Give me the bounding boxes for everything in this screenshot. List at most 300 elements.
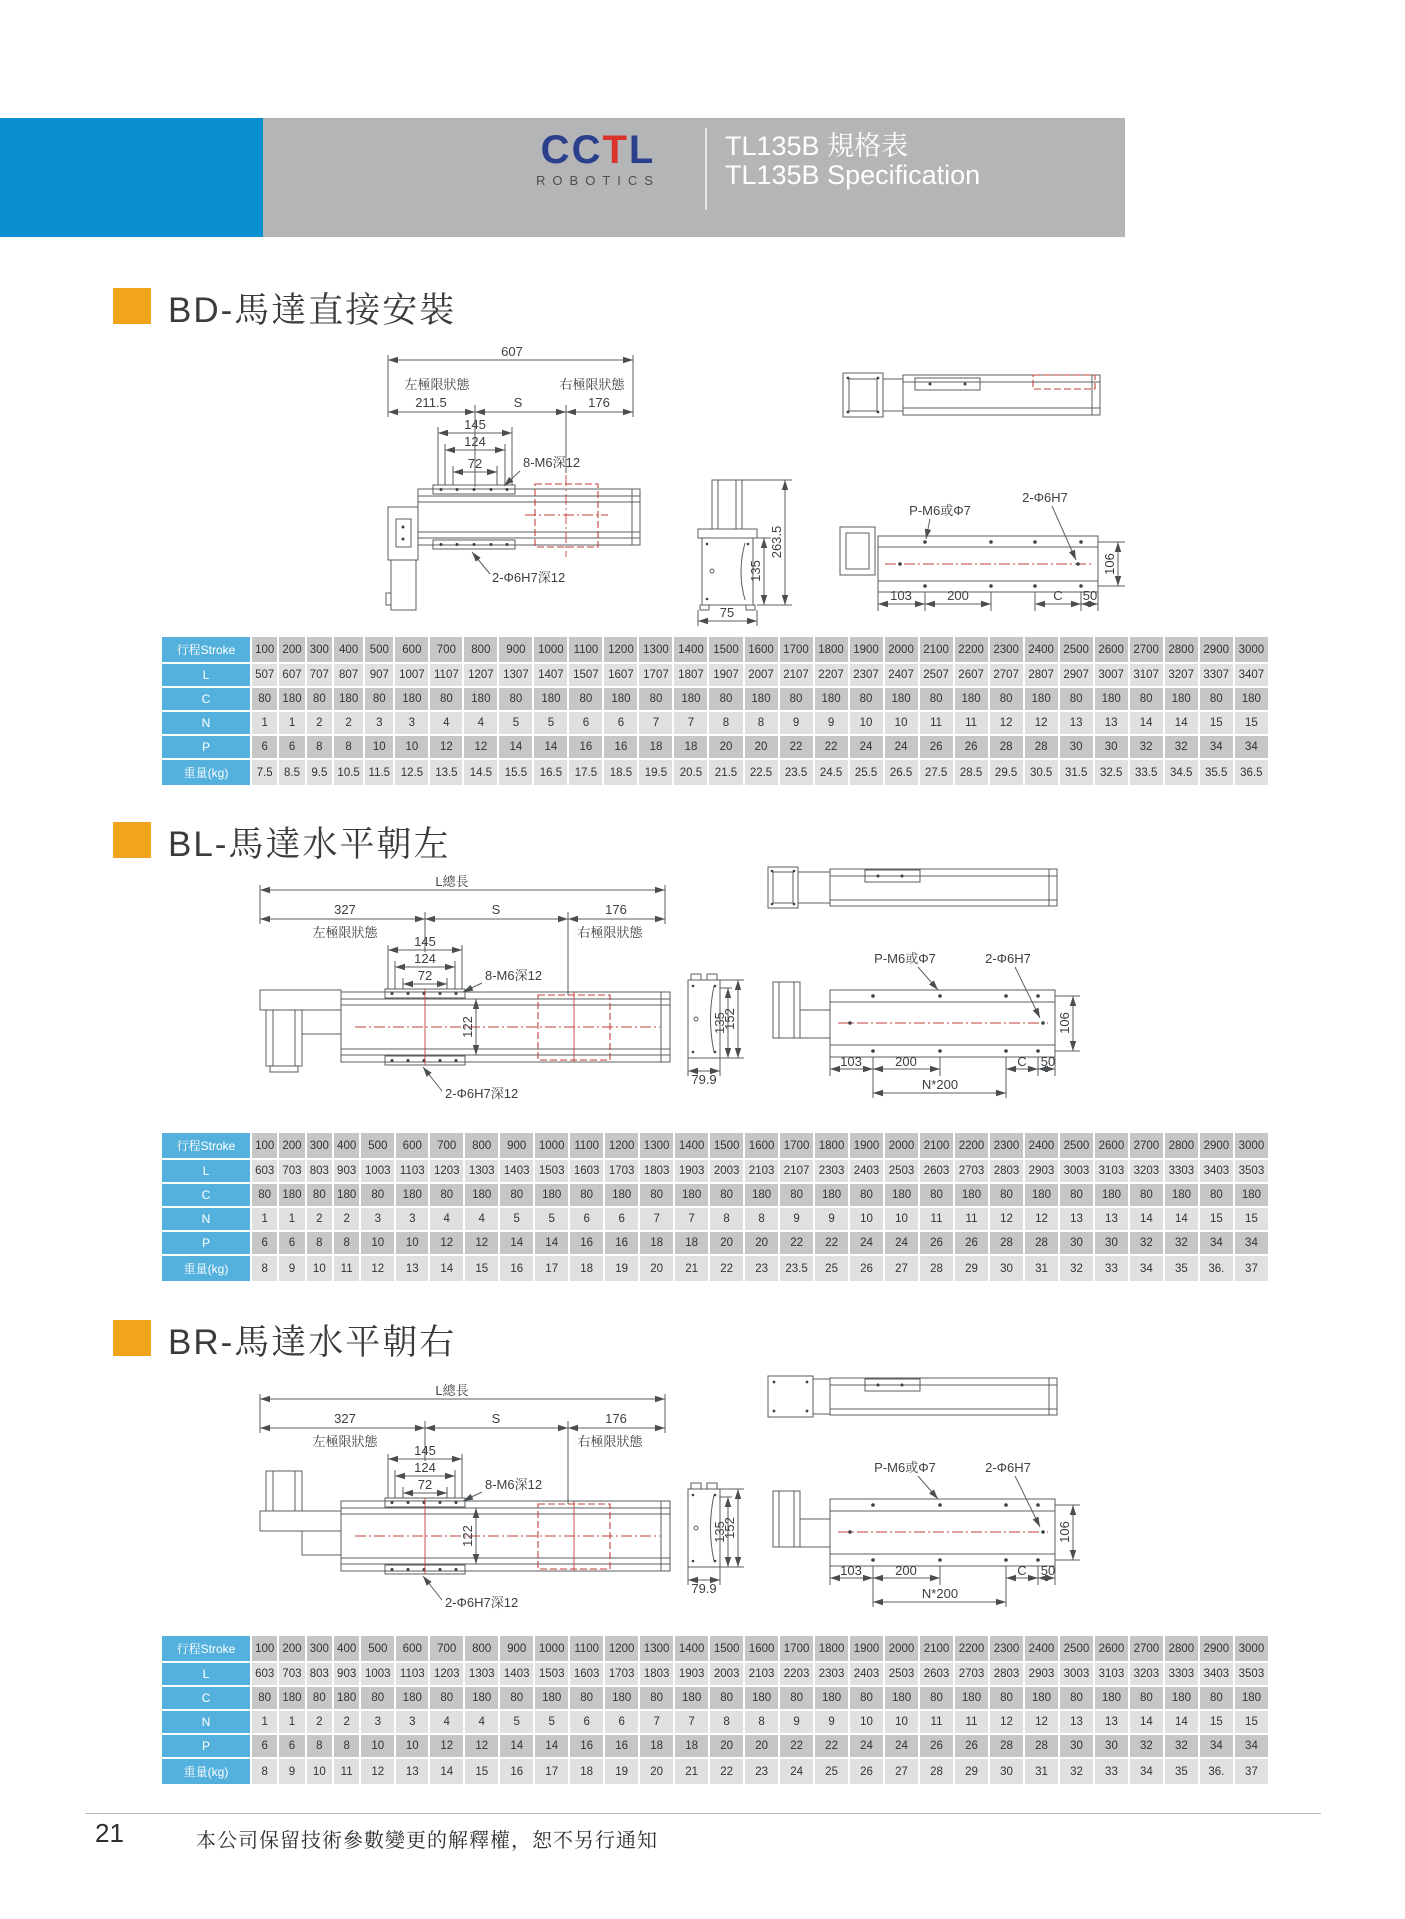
table-cell: 11 bbox=[955, 1711, 988, 1733]
row-label: L bbox=[162, 1160, 250, 1182]
table-cell: 3007 bbox=[1095, 664, 1128, 686]
table-cell: 80 bbox=[850, 1687, 883, 1709]
table-cell: 180 bbox=[395, 688, 428, 710]
table-row bbox=[162, 1735, 1268, 1757]
table-cell: 4 bbox=[430, 1208, 463, 1230]
table-cell: 10 bbox=[850, 712, 883, 734]
table-cell: 17 bbox=[535, 1759, 568, 1784]
dim-label: 124 bbox=[414, 951, 436, 966]
table-cell: 100 bbox=[252, 637, 277, 662]
table-cell: 25 bbox=[815, 1759, 848, 1784]
row-label: L bbox=[162, 664, 250, 686]
table-cell: 15 bbox=[465, 1256, 498, 1281]
table-cell: 7 bbox=[639, 712, 672, 734]
table-cell: 180 bbox=[396, 1687, 428, 1709]
table-cell: 1303 bbox=[465, 1663, 498, 1685]
table-cell: 14 bbox=[1130, 712, 1163, 734]
table-cell: 11 bbox=[955, 1208, 988, 1230]
table-cell: 180 bbox=[1235, 688, 1268, 710]
table-cell: 12 bbox=[430, 1232, 463, 1254]
header-gray-bar bbox=[263, 118, 1125, 237]
table-cell: 22 bbox=[710, 1759, 743, 1784]
table-cell: 8 bbox=[710, 1208, 743, 1230]
row-label: 行程Stroke bbox=[162, 1133, 250, 1158]
table-cell: 30 bbox=[1060, 1735, 1093, 1757]
table-cell: 14 bbox=[534, 736, 567, 758]
table-row bbox=[162, 1184, 1268, 1206]
table-cell: 2203 bbox=[780, 1663, 813, 1685]
table-cell: 13 bbox=[396, 1759, 428, 1784]
table-cell: 3 bbox=[361, 1711, 394, 1733]
table-cell: 32 bbox=[1060, 1256, 1093, 1281]
table-cell: 2200 bbox=[955, 637, 988, 662]
table-row bbox=[162, 1663, 1268, 1685]
table-cell: 80 bbox=[710, 1687, 743, 1709]
br-end-view bbox=[688, 1483, 744, 1596]
section-title-bd: BD-馬達直接安裝 bbox=[168, 291, 457, 330]
table-cell: 7 bbox=[640, 1208, 673, 1230]
table-cell: 180 bbox=[1025, 1184, 1058, 1206]
bl-end-view bbox=[688, 974, 744, 1087]
table-cell: 2703 bbox=[955, 1160, 988, 1182]
table-cell: 15 bbox=[1200, 712, 1233, 734]
table-cell: 300 bbox=[307, 1133, 332, 1158]
table-cell: 80 bbox=[430, 1184, 463, 1206]
table-cell: 29 bbox=[955, 1759, 988, 1784]
table-cell: 180 bbox=[674, 688, 707, 710]
dim-label: 72 bbox=[417, 968, 433, 983]
table-cell: 2003 bbox=[710, 1160, 743, 1182]
dim-label: 50 bbox=[1082, 588, 1098, 603]
table-cell: 25.5 bbox=[850, 760, 883, 785]
table-cell: 180 bbox=[955, 1184, 988, 1206]
table-cell: 35 bbox=[1165, 1256, 1198, 1281]
table-cell: 200 bbox=[279, 1133, 304, 1158]
table-cell: 13 bbox=[1060, 1208, 1093, 1230]
dim-label: 327 bbox=[334, 1411, 356, 1426]
table-cell: 180 bbox=[464, 688, 497, 710]
table-cell: 903 bbox=[334, 1160, 359, 1182]
table-cell: 1800 bbox=[815, 637, 848, 662]
table-cell: 907 bbox=[365, 664, 393, 686]
table-cell: 26 bbox=[920, 736, 953, 758]
table-cell: 14 bbox=[499, 736, 532, 758]
table-cell: 80 bbox=[500, 1184, 533, 1206]
table-cell: 33.5 bbox=[1130, 760, 1163, 785]
table-cell: 2207 bbox=[815, 664, 848, 686]
table-cell: 80 bbox=[1200, 1184, 1233, 1206]
table-cell: 180 bbox=[396, 1184, 428, 1206]
table-cell: 6 bbox=[252, 736, 277, 758]
table-cell: 2100 bbox=[920, 1636, 953, 1661]
table-cell: 80 bbox=[780, 688, 813, 710]
hole-callout: P-M6或Φ7 bbox=[909, 503, 971, 518]
table-cell: 1707 bbox=[639, 664, 672, 686]
table-cell: 27 bbox=[885, 1256, 918, 1281]
row-label: 重量(kg) bbox=[162, 760, 250, 785]
table-cell: 22 bbox=[815, 1232, 848, 1254]
table-cell: 1 bbox=[279, 1208, 304, 1230]
table-cell: 2 bbox=[307, 1208, 332, 1230]
table-cell: 13 bbox=[1095, 712, 1128, 734]
table-cell: 180 bbox=[675, 1687, 708, 1709]
table-cell: 13 bbox=[1095, 1711, 1128, 1733]
table-cell: 5 bbox=[535, 1208, 568, 1230]
table-cell: 3203 bbox=[1130, 1663, 1163, 1685]
dim-label: 145 bbox=[464, 417, 486, 432]
table-cell: 3107 bbox=[1130, 664, 1163, 686]
table-cell: 80 bbox=[850, 1184, 883, 1206]
table-cell: 1203 bbox=[430, 1160, 463, 1182]
table-cell: 1 bbox=[252, 1208, 277, 1230]
table-cell: 180 bbox=[279, 1687, 304, 1709]
table-cell: 9 bbox=[279, 1256, 304, 1281]
table-cell: 11 bbox=[920, 712, 953, 734]
dim-label: 211.5 bbox=[415, 395, 447, 410]
table-cell: 15 bbox=[1235, 1711, 1268, 1733]
table-cell: 7 bbox=[674, 712, 707, 734]
table-cell: 2903 bbox=[1025, 1160, 1058, 1182]
table-cell: 8 bbox=[307, 1735, 332, 1757]
table-cell: 2600 bbox=[1095, 637, 1128, 662]
table-cell: 12 bbox=[990, 712, 1023, 734]
table-cell: 10 bbox=[361, 1735, 394, 1757]
limit-label: 右極限狀態 bbox=[577, 1434, 643, 1449]
dim-label: 72 bbox=[467, 456, 483, 471]
table-cell: 180 bbox=[815, 688, 848, 710]
table-cell: 3103 bbox=[1095, 1160, 1128, 1182]
table-cell: 3203 bbox=[1130, 1160, 1163, 1182]
logo-subtext: ROBOTICS bbox=[536, 173, 660, 188]
table-cell: 14.5 bbox=[464, 760, 497, 785]
table-cell: 1503 bbox=[535, 1160, 568, 1182]
table-cell: 80 bbox=[639, 688, 672, 710]
table-cell: 3000 bbox=[1235, 637, 1268, 662]
table-cell: 4 bbox=[430, 712, 462, 734]
table-cell: 180 bbox=[885, 688, 918, 710]
table-cell: 33 bbox=[1095, 1759, 1128, 1784]
table-cell: 80 bbox=[1200, 1687, 1233, 1709]
table-cell: 180 bbox=[885, 1184, 918, 1206]
hole-callout: 2-Φ6H7 bbox=[985, 951, 1031, 966]
table-cell: 180 bbox=[465, 1687, 498, 1709]
table-cell: 1100 bbox=[569, 637, 602, 662]
table-cell: 29.5 bbox=[990, 760, 1023, 785]
table-cell: 2400 bbox=[1025, 1133, 1058, 1158]
dim-label: 607 bbox=[501, 345, 523, 359]
table-cell: 9.5 bbox=[307, 760, 332, 785]
table-cell: 12 bbox=[430, 1735, 463, 1757]
table-cell: 2700 bbox=[1130, 1133, 1163, 1158]
table-cell: 180 bbox=[955, 1687, 988, 1709]
row-label: P bbox=[162, 736, 250, 758]
table-cell: 2600 bbox=[1095, 1636, 1128, 1661]
table-cell: 2 bbox=[334, 1711, 359, 1733]
company-logo bbox=[523, 130, 673, 188]
dim-label: 106 bbox=[1057, 1521, 1072, 1543]
table-cell: 180 bbox=[465, 1184, 498, 1206]
bd-top-view bbox=[843, 373, 1100, 417]
table-cell: 24 bbox=[885, 736, 918, 758]
table-cell: 24 bbox=[780, 1759, 813, 1784]
table-cell: 1903 bbox=[675, 1160, 708, 1182]
table-cell: 11.5 bbox=[365, 760, 393, 785]
table-cell: 80 bbox=[252, 1184, 277, 1206]
table-cell: 9 bbox=[815, 1208, 848, 1230]
limit-label: 右極限狀態 bbox=[559, 377, 625, 392]
table-cell: 31 bbox=[1025, 1256, 1058, 1281]
dim-label: L總長 bbox=[435, 1383, 469, 1398]
table-cell: 703 bbox=[279, 1160, 304, 1182]
row-label: C bbox=[162, 688, 250, 710]
dim-label: 72 bbox=[417, 1477, 433, 1492]
table-cell: 1107 bbox=[430, 664, 462, 686]
table-cell: 16 bbox=[570, 1735, 603, 1757]
table-cell: 2603 bbox=[920, 1663, 953, 1685]
table-cell: 2400 bbox=[1025, 637, 1058, 662]
table-cell: 600 bbox=[396, 1133, 428, 1158]
dim-label: 122 bbox=[460, 1525, 475, 1547]
table-cell: 3 bbox=[365, 712, 393, 734]
table-cell: 900 bbox=[500, 1133, 533, 1158]
table-cell: 180 bbox=[955, 688, 988, 710]
table-cell: 13 bbox=[1060, 1711, 1093, 1733]
table-cell: 180 bbox=[1025, 688, 1058, 710]
table-cell: 6 bbox=[605, 1208, 638, 1230]
row-label: 重量(kg) bbox=[162, 1256, 250, 1281]
table-row bbox=[162, 712, 1268, 734]
table-cell: 32.5 bbox=[1095, 760, 1128, 785]
table-cell: 2803 bbox=[990, 1663, 1023, 1685]
table-row bbox=[162, 1711, 1268, 1733]
table-cell: 4 bbox=[465, 1711, 498, 1733]
table-cell: 15 bbox=[1235, 712, 1268, 734]
row-label: 行程Stroke bbox=[162, 1636, 250, 1661]
table-cell: 12 bbox=[990, 1711, 1023, 1733]
table-row bbox=[162, 1208, 1268, 1230]
table-cell: 500 bbox=[361, 1636, 394, 1661]
bd-bottom-view bbox=[840, 490, 1125, 611]
table-cell: 10.5 bbox=[334, 760, 363, 785]
table-cell: 1900 bbox=[850, 1636, 883, 1661]
table-cell: 1 bbox=[279, 1711, 304, 1733]
table-cell: 16 bbox=[500, 1759, 533, 1784]
table-cell: 26 bbox=[920, 1232, 953, 1254]
table-cell: 1400 bbox=[674, 637, 707, 662]
table-cell: 30 bbox=[1095, 1232, 1128, 1254]
table-cell: 4 bbox=[464, 712, 497, 734]
table-cell: 10 bbox=[885, 712, 918, 734]
dim-label: 152 bbox=[722, 1008, 737, 1030]
table-cell: 6 bbox=[252, 1232, 277, 1254]
table-cell: 28 bbox=[990, 1232, 1023, 1254]
table-cell: 30.5 bbox=[1025, 760, 1058, 785]
table-cell: 8 bbox=[745, 1208, 778, 1230]
table-cell: 3003 bbox=[1060, 1160, 1093, 1182]
table-cell: 903 bbox=[334, 1663, 359, 1685]
table-cell: 1803 bbox=[640, 1160, 673, 1182]
table-cell: 80 bbox=[307, 1184, 332, 1206]
table-cell: 16 bbox=[605, 1232, 638, 1254]
dim-label: 103 bbox=[890, 588, 912, 603]
table-row bbox=[162, 1687, 1268, 1709]
dim-label: 122 bbox=[460, 1016, 475, 1038]
table-cell: 80 bbox=[990, 1184, 1023, 1206]
table-cell: 2607 bbox=[955, 664, 988, 686]
table-row bbox=[162, 688, 1268, 710]
table-cell: 2803 bbox=[990, 1160, 1023, 1182]
table-cell: 13.5 bbox=[430, 760, 462, 785]
table-cell: 14 bbox=[1165, 712, 1198, 734]
table-cell: 24.5 bbox=[815, 760, 848, 785]
table-cell: 80 bbox=[1060, 688, 1093, 710]
table-cell: 1 bbox=[252, 712, 277, 734]
table-cell: 400 bbox=[334, 637, 363, 662]
table-cell: 700 bbox=[430, 1133, 463, 1158]
table-cell: 180 bbox=[745, 1687, 778, 1709]
table-cell: 6 bbox=[279, 1735, 304, 1757]
table-cell: 32 bbox=[1130, 1232, 1163, 1254]
table-cell: 1100 bbox=[570, 1636, 603, 1661]
table-cell: 807 bbox=[334, 664, 363, 686]
table-cell: 2003 bbox=[710, 1663, 743, 1685]
table-cell: 8 bbox=[745, 712, 778, 734]
table-cell: 28.5 bbox=[955, 760, 988, 785]
table-cell: 12 bbox=[1025, 1711, 1058, 1733]
table-cell: 1500 bbox=[710, 1133, 743, 1158]
table-cell: 35.5 bbox=[1200, 760, 1233, 785]
table-cell: 20 bbox=[745, 736, 778, 758]
table-cell: 180 bbox=[1235, 1184, 1268, 1206]
table-cell: 3503 bbox=[1235, 1663, 1268, 1685]
table-cell: 3207 bbox=[1165, 664, 1198, 686]
table-cell: 12 bbox=[1025, 1208, 1058, 1230]
table-cell: 11 bbox=[334, 1256, 359, 1281]
dim-label: C bbox=[1017, 1563, 1027, 1578]
table-cell: 1900 bbox=[850, 637, 883, 662]
page-number: 21 bbox=[95, 1818, 124, 1848]
table-cell: 32 bbox=[1130, 736, 1163, 758]
table-cell: 32 bbox=[1165, 1735, 1198, 1757]
table-cell: 2303 bbox=[815, 1663, 848, 1685]
table-cell: 18 bbox=[675, 1232, 708, 1254]
table-cell: 18 bbox=[639, 736, 672, 758]
table-cell: 100 bbox=[252, 1133, 277, 1158]
table-row bbox=[162, 637, 1268, 662]
table-cell: 600 bbox=[395, 637, 428, 662]
table-cell: 34 bbox=[1200, 1735, 1233, 1757]
table-cell: 17 bbox=[535, 1256, 568, 1281]
table-cell: 22 bbox=[780, 1735, 813, 1757]
table-cell: 1300 bbox=[640, 1133, 673, 1158]
table-cell: 1307 bbox=[499, 664, 532, 686]
table-cell: 2800 bbox=[1165, 1133, 1198, 1158]
section-title-br: BR-馬達水平朝右 bbox=[168, 1323, 457, 1362]
row-label: P bbox=[162, 1735, 250, 1757]
header-blue-block bbox=[0, 118, 263, 237]
dim-label: 75 bbox=[719, 605, 735, 620]
table-cell: 80 bbox=[500, 1687, 533, 1709]
hole-callout: 2-Φ6H7 bbox=[1022, 490, 1068, 505]
table-cell: 80 bbox=[252, 1687, 277, 1709]
table-cell: 12 bbox=[465, 1735, 498, 1757]
table-cell: 1300 bbox=[639, 637, 672, 662]
bd-front-view bbox=[386, 345, 640, 610]
table-cell: 80 bbox=[1130, 1184, 1163, 1206]
table-cell: 180 bbox=[535, 1184, 568, 1206]
table-cell: 8 bbox=[307, 1232, 332, 1254]
table-cell: 30 bbox=[1060, 1232, 1093, 1254]
table-cell: 80 bbox=[920, 1687, 953, 1709]
table-cell: 80 bbox=[1060, 1184, 1093, 1206]
table-cell: 22 bbox=[780, 736, 813, 758]
table-cell: 10 bbox=[885, 1208, 918, 1230]
table-cell: 11 bbox=[920, 1711, 953, 1733]
hole-callout: 2-Φ6H7深12 bbox=[492, 570, 566, 585]
table-cell: 1607 bbox=[604, 664, 637, 686]
table-cell: 15 bbox=[1200, 1208, 1233, 1230]
table-cell: 20 bbox=[710, 1232, 743, 1254]
dim-label: L總長 bbox=[435, 874, 469, 889]
table-cell: 18 bbox=[570, 1256, 603, 1281]
table-cell: 6 bbox=[570, 1208, 603, 1230]
table-cell: 10 bbox=[361, 1232, 394, 1254]
table-cell: 1007 bbox=[395, 664, 428, 686]
table-cell: 400 bbox=[334, 1133, 359, 1158]
dim-label: 327 bbox=[334, 902, 356, 917]
table-cell: 3103 bbox=[1095, 1663, 1128, 1685]
bl-bottom-view bbox=[773, 951, 1080, 1098]
table-row bbox=[162, 1256, 1268, 1281]
table-cell: 12.5 bbox=[395, 760, 428, 785]
table-cell: 80 bbox=[365, 688, 393, 710]
table-cell: 24 bbox=[885, 1232, 918, 1254]
table-cell: 1803 bbox=[640, 1663, 673, 1685]
table-cell: 1303 bbox=[465, 1160, 498, 1182]
table-cell: 180 bbox=[815, 1184, 848, 1206]
table-cell: 24 bbox=[885, 1735, 918, 1757]
table-cell: 180 bbox=[675, 1184, 708, 1206]
table-cell: 2700 bbox=[1130, 637, 1163, 662]
table-cell: 31 bbox=[1025, 1759, 1058, 1784]
table-cell: 80 bbox=[1130, 688, 1163, 710]
table-cell: 3 bbox=[396, 1208, 428, 1230]
table-cell: 507 bbox=[252, 664, 277, 686]
table-cell: 80 bbox=[709, 688, 742, 710]
table-cell: 21 bbox=[675, 1256, 708, 1281]
table-cell: 603 bbox=[252, 1160, 277, 1182]
table-cell: 180 bbox=[334, 688, 363, 710]
dim-label: 50 bbox=[1040, 1054, 1056, 1069]
table-cell: 10 bbox=[307, 1759, 332, 1784]
table-cell: 32 bbox=[1165, 736, 1198, 758]
table-cell: 1603 bbox=[570, 1663, 603, 1685]
table-cell: 2200 bbox=[955, 1636, 988, 1661]
row-label: N bbox=[162, 1208, 250, 1230]
dim-label: 145 bbox=[414, 934, 436, 949]
table-cell: 24 bbox=[850, 1735, 883, 1757]
table-cell: 800 bbox=[465, 1636, 498, 1661]
table-cell: 14 bbox=[1130, 1208, 1163, 1230]
table-cell: 27 bbox=[885, 1759, 918, 1784]
table-cell: 180 bbox=[534, 688, 567, 710]
table-cell: 19 bbox=[605, 1256, 638, 1281]
table-cell: 18 bbox=[640, 1735, 673, 1757]
bd-end-view bbox=[698, 480, 792, 626]
table-cell: 8 bbox=[334, 1232, 359, 1254]
table-cell: 8 bbox=[307, 736, 332, 758]
dim-label: 124 bbox=[464, 434, 486, 449]
